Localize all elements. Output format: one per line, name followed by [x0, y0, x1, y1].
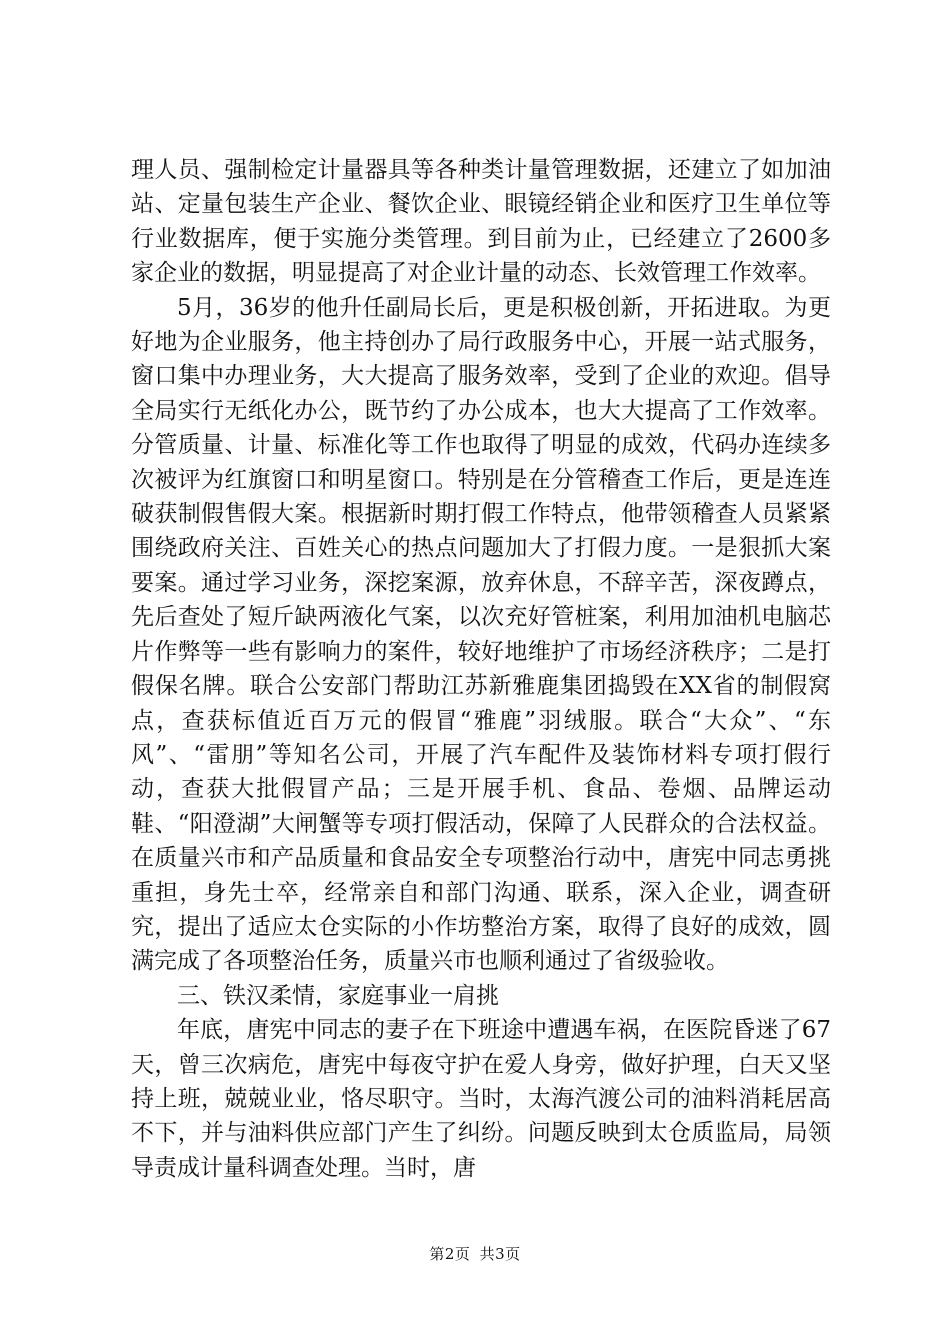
page-number-current: 第2页	[429, 1245, 471, 1263]
paragraph-2: 5月，36岁的他升任副局长后，更是积极创新，开拓进取。为更好地为企业服务，他主持创办了局行政服务中心，开展一站式服务，窗口集中办理业务，大大提高了服务效率，受到了企业的欢迎。倡导全局实行无纸化办公，既节约了办公成本，也大大提高了工作效率。分管质量、计量、标准化等工作也取得了明显的成效，代码办连续多次被评为红旗窗口和明星窗口。特别是在分管稽查工作后，更是连连破获制假售假大案。根据新时期打假工作特点，他带领稽查人员紧紧围绕政府关注、百姓关心的热点问题加大了打假力度。一是狠抓大案要案。通过学习业务，深挖案源，放弃休息，不辞辛苦，深夜蹲点，先后查处了短斤缺两液化气案，以次充好管桩案，利用加油机电脑芯片作弊等一些有影响力的案件，较好地维护了市场经济秩序；二是打假保名牌。联合公安部门帮助江苏新雅鹿集团捣毁在XX省的制假窝点，查获标值近百万元的假冒“雅鹿”羽绒服。联合“大众”、“东风”、“雷朋”等知名公司，开展了汽车配件及装饰材料专项打假行动，查获大批假冒产品；三是开展手机、食品、卷烟、品牌运动鞋、“阳澄湖”大闸蟹等专项打假活动，保障了人民群众的合法权益。在质量兴市和产品质量和食品安全专项整治行动中，唐宪中同志勇挑重担，身先士卒，经常亲自和部门沟通、联系，深入企业，调查研究，提出了适应太仓实际的小作坊整治方案，取得了良好的成效，圆满完成了各项整治任务，质量兴市也顺利通过了省级验收。	[131, 294, 831, 975]
page-footer	[0, 1243, 950, 1264]
section-heading: 三、铁汉柔情，家庭事业一肩挑	[177, 982, 499, 1009]
document-body	[131, 153, 831, 1185]
paragraph-3: 年底，唐宪中同志的妻子在下班途中遭遇车祸，在医院昏迷了67天，曾三次病危，唐宪中每夜守护在爱人身旁，做好护理，白天又坚持上班，兢兢业业，恪尽职守。当时，太海汽渡公司的油料消耗居高不下，并与油料供应部门产生了纠纷。问题反映到太仓质监局，局领导责成计量科调查处理。当时，唐	[131, 1017, 831, 1181]
page-number-total: 共3页	[479, 1245, 521, 1263]
paragraph-1: 理人员、强制检定计量器具等各种类计量管理数据，还建立了如加油站、定量包装生产企业、餐饮企业、眼镜经销企业和医疗卫生单位等行业数据库，便于实施分类管理。到目前为止，已经建立了2600多家企业的数据，明显提高了对企业计量的动态、长效管理工作效率。	[131, 157, 831, 287]
